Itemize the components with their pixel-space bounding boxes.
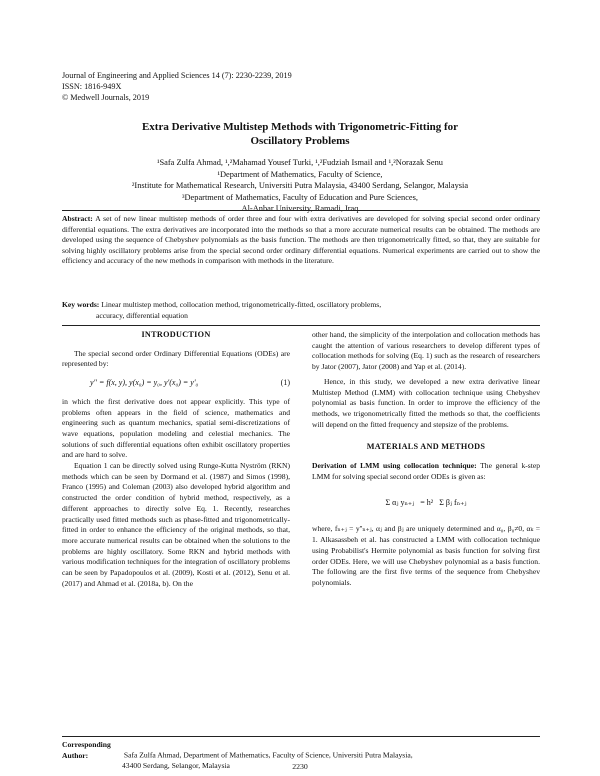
keywords-bottom-rule	[62, 325, 540, 326]
lmm-equation-middle: = h²	[420, 498, 434, 508]
keywords-label: Key words:	[62, 300, 100, 309]
paper-title-line-2: Oscillatory Problems	[250, 135, 350, 147]
materials-methods-heading: MATERIALS AND METHODS	[366, 442, 486, 452]
abstract	[62, 214, 540, 267]
right-column	[312, 330, 540, 589]
lmm-equation-right: Σ βⱼ fₙ₊ⱼ	[439, 498, 467, 508]
keywords-line-1: Linear multistep method, collocation method, trigonometrically-fitted, oscillatory problems,	[101, 300, 382, 309]
author-names: ¹Safa Zulfa Ahmad, ¹,²Mahamad Yousef Turki, ¹,²Fudziah Ismail and ¹,²Norazak Senu	[157, 158, 443, 167]
affiliation-4: Al-Anbar University, Ramadi, Iraq	[241, 204, 359, 214]
abstract-text: A set of new linear multistep methods of order three and four with extra derivatives are developed for solving special second order ordinary differential equations. The extra derivatives are incorporated into the methods so that a more accurate numerical results can be obtained. The methods are developed using the sequence of Chebyshev polynomials as the basis function. The methods are then trigonometrically fitted, so that, they are suitable for solving highly oscillatory problems arise from the special second order ordinary differential equations. Numerical experiments are carried out to show the efficiency and accuracy of the new methods in comparison with methods in the literature.	[62, 214, 540, 266]
left-column	[62, 330, 290, 589]
corresponding-author-line-2: 43400 Serdang, Selangor, Malaysia	[122, 761, 230, 771]
derivation-label: Derivation of LMM using collocation technique:	[312, 461, 477, 471]
abstract-label: Abstract:	[62, 214, 93, 223]
equation-1-number: (1)	[280, 378, 290, 388]
derivation-paragraph-2: where, fₙ₊ⱼ = y''ₙ₊ⱼ, αⱼ and βⱼ are uniquely determined and α₀, β₀≠0, αₖ = 1. Alkasassbeh et al. has constructed a LMM with collocation technique using Probabilist's Hermite polynomial as basis function for solving first order ODEs. Here, we will use Chebyshev polynomial as a basis function. The following are the first five terms of the sequence from Chebyshev polynomials.	[312, 524, 540, 587]
affiliation-3: ³Department of Mathematics, Faculty of Education and Pure Sciences,	[181, 192, 418, 202]
derivation-text: The general k-step LMM for solving special second order ODEs is given as:	[312, 461, 541, 481]
equation-1-expression: y'' = f(x, y), y(x₀) = y₀, y'(x₀) = y'₀	[90, 378, 199, 388]
keywords-line-2: accuracy, differential equation	[96, 310, 188, 320]
journal-copyright: © Medwell Journals, 2019	[62, 93, 150, 102]
lmm-equation-left: Σ αⱼ yₙ₊ⱼ	[385, 498, 415, 508]
intro-paragraph-2: in which the first derivative does not appear explicitly. This type of problems often appears in the field of science, mathematics and engineering such as quantum mechanics, spatial semi-discretizations of wave equations, population modeling and celestial mechanics. The solutions of such differential equations often exhibit oscillatory properties and are hard to solve.	[62, 396, 290, 460]
intro-paragraph-1: The special second order Ordinary Differential Equations (ODEs) are represented by:	[62, 348, 290, 369]
paper-title-line-1: Extra Derivative Multistep Methods with Trigonometric-Fitting for	[141, 121, 459, 133]
journal-issn: ISSN: 1816-949X	[62, 82, 122, 91]
lmm-equation	[312, 488, 540, 518]
corresponding-author-line-1: Safa Zulfa Ahmad, Department of Mathematics, Faculty of Science, Universiti Putra Malaysia,	[123, 750, 413, 760]
keywords	[62, 300, 540, 321]
introduction-heading: INTRODUCTION	[141, 330, 211, 339]
intro-paragraph-3: Equation 1 can be directly solved using Runge-Kutta Nyström (RKN) methods which can be seen by Dormand et al. (1987) and Simos (1998), Franco (1995) and Coleman (2003) also developed hybrid algorithm and constructed the order condition of hybrid method, respectively, as a different approaches to directly solve Eq. 1. Recently, researches practically used fitted methods such as phase-fitted and trigonometrically-fitted in order to enhance the efficiency of the original methods, so that, more accurate numerical results can be obtained when the solutions to the problems are highly oscillatory. Some RKN and hybrid methods with various modification techniques for the integration of oscillatory problems can be seen by Papadopoulos et al. (2009), Kosti et al. (2012), Senu et al. (2017) and Ahmad et al. (2018a, b). On the	[62, 461, 290, 588]
abstract-top-rule	[62, 210, 540, 211]
intro-paragraph-4: other hand, the simplicity of the interpolation and collocation methods has caught the attention of various researchers to develop different types of collocation methods for solving (Eq. 1) such as the research of researchers by Jator (2007), Jator (2008) and Yap et al. (2014).	[312, 330, 540, 372]
affiliation-2: ²Institute for Mathematical Research, Universiti Putra Malaysia, 43400 Serdang, Selangor, Malaysia	[131, 181, 469, 191]
footnote-rule	[62, 736, 540, 737]
page-number: 2230	[292, 762, 308, 771]
paper-title	[80, 120, 520, 148]
journal-header	[62, 70, 542, 103]
affiliation-1: ¹Department of Mathematics, Faculty of Science,	[217, 169, 383, 179]
derivation-paragraph	[312, 461, 540, 482]
intro-paragraph-5: Hence, in this study, we developed a new extra derivative linear Multistep Method (LMM) with collocation technique using Chebyshev polynomial as basis function. In order to improve the efficiency of the methods, we trigonometrically fitted the methods so that, the coefficients will depend on the fitted frequency and stepsize of the problems.	[312, 376, 540, 429]
journal-citation: Journal of Engineering and Applied Sciences 14 (7): 2230-2239, 2019	[62, 71, 292, 80]
corresponding-author-label: Corresponding Author:	[62, 740, 111, 760]
equation-1	[62, 378, 290, 389]
author-block	[70, 157, 530, 215]
